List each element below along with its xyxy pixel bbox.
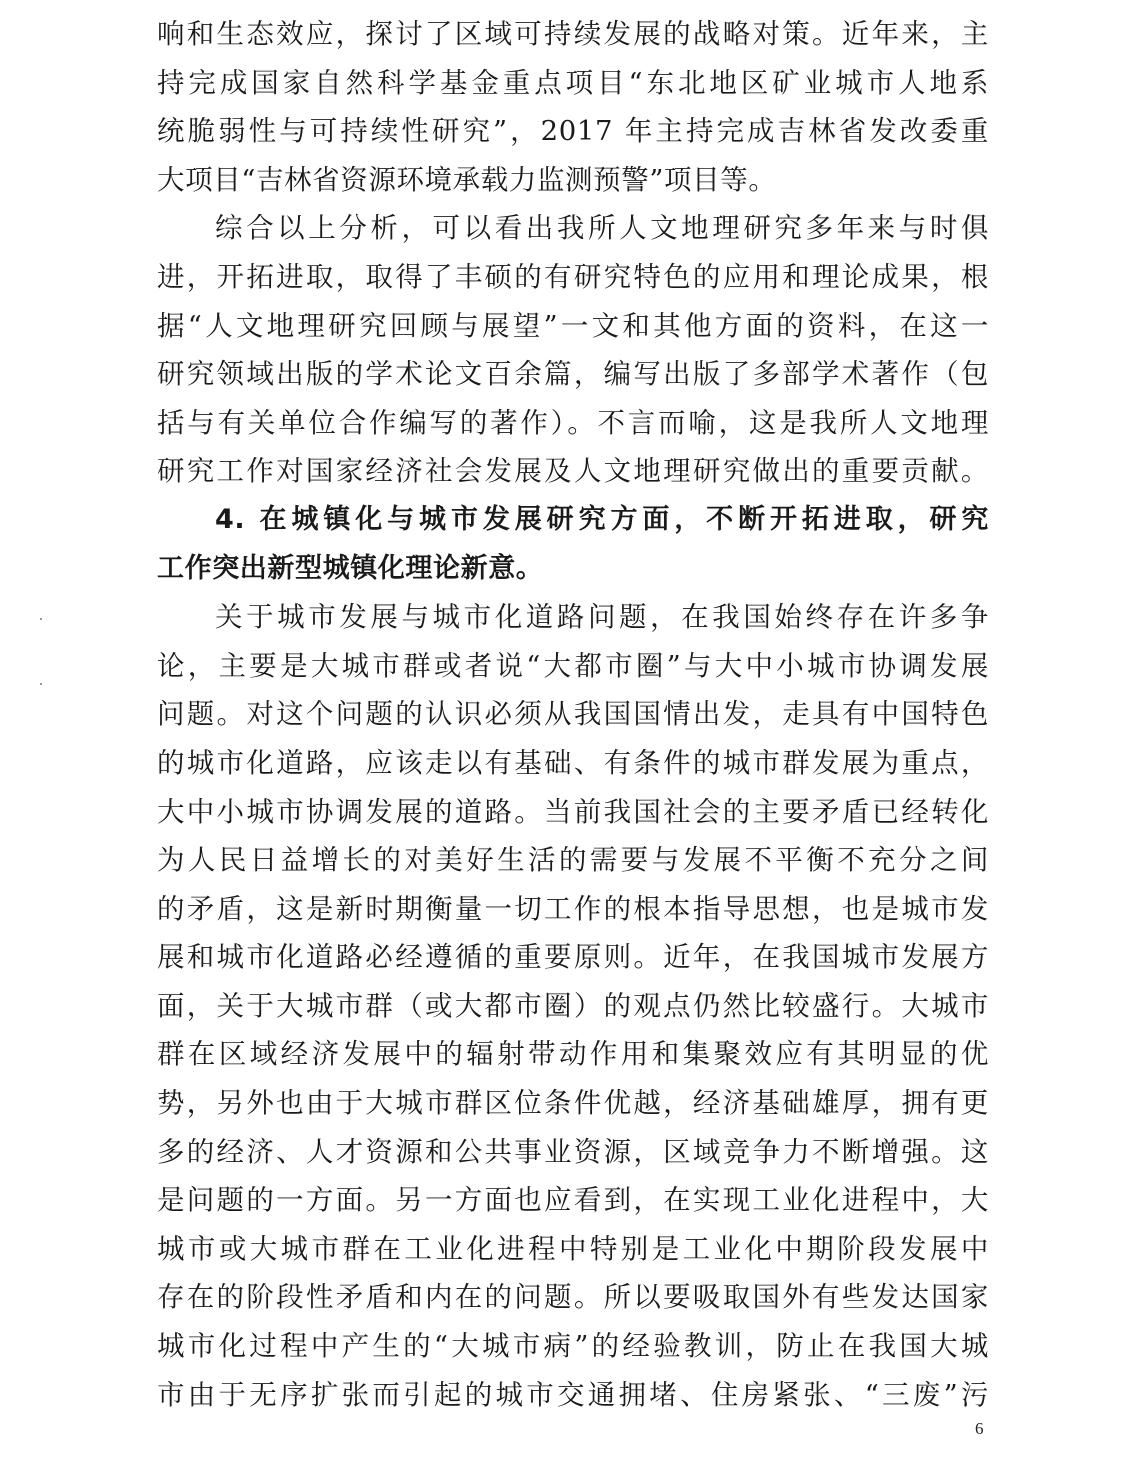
text-line: 为人民日益增长的对美好生活的需要与发展不平衡不充分之间: [157, 844, 989, 877]
text-line: 面，关于大城市群（或大都市圈）的观点仍然比较盛行。大城市: [157, 989, 989, 1022]
document-body: [157, 10, 989, 1410]
text-line: 研究工作对国家经济社会发展及人文地理研究做出的重要贡献。: [157, 455, 989, 488]
text-line: 的矛盾，这是新时期衡量一切工作的根本指导思想，也是城市发: [157, 892, 989, 925]
text-line: 市由于无序扩张而引起的城市交通拥堵、住房紧张、“三废”污: [157, 1378, 989, 1411]
section-heading: 4. 在城镇化与城市发展研究方面，不断开拓进取，研究: [215, 503, 989, 535]
text-line: 持完成国家自然科学基金重点项目“东北地区矿业城市人地系: [157, 66, 989, 99]
text-line: 群在区域经济发展中的辐射带动作用和集聚效应有其明显的优: [157, 1038, 989, 1071]
text-line: 论，主要是大城市群或者说“大都市圈”与大中小城市协调发展: [157, 649, 989, 682]
paragraph-start-line: 综合以上分析，可以看出我所人文地理研究多年来与时俱: [215, 212, 989, 245]
paragraph-start-line: 关于城市发展与城市化道路问题，在我国始终存在许多争: [215, 601, 989, 634]
text-line: 的城市化道路，应该走以有基础、有条件的城市群发展为重点，: [157, 746, 989, 779]
text-line: 存在的阶段性矛盾和内在的问题。所以要吸取国外有些发达国家: [157, 1281, 989, 1314]
text-line: 据“人文地理研究回顾与展望”一文和其他方面的资料，在这一: [157, 309, 989, 342]
scan-speck: [40, 618, 42, 620]
page-number: 6: [975, 1419, 984, 1438]
text-line: 大中小城市协调发展的道路。当前我国社会的主要矛盾已经转化: [157, 795, 989, 828]
text-line: 城市或大城市群在工业化进程中特别是工业化中期阶段发展中: [157, 1232, 989, 1265]
text-line: 大项目“吉林省资源环境承载力监测预警”项目等。: [157, 163, 777, 196]
text-line: 统脆弱性与可持续性研究”，2017 年主持完成吉林省发改委重: [157, 115, 989, 148]
section-heading-continued: 工作突出新型城镇化理论新意。: [157, 552, 544, 584]
text-line: 展和城市化道路必经遵循的重要原则。近年，在我国城市发展方: [157, 941, 989, 974]
text-line: 研究领域出版的学术论文百余篇，编写出版了多部学术著作（包: [157, 358, 989, 391]
text-line: 问题。对这个问题的认识必须从我国国情出发，走具有中国特色: [157, 698, 989, 731]
text-line: 势，另外也由于大城市群区位条件优越，经济基础雄厚，拥有更: [157, 1087, 989, 1120]
text-line: 响和生态效应，探讨了区域可持续发展的战略对策。近年来，主: [157, 18, 989, 50]
text-line: 多的经济、人才资源和公共事业资源，区域竞争力不断增强。这: [157, 1135, 989, 1168]
text-line: 城市化过程中产生的“大城市病”的经验教训，防止在我国大城: [157, 1330, 989, 1363]
text-line: 是问题的一方面。另一方面也应看到，在实现工业化进程中，大: [157, 1184, 989, 1217]
scan-speck: [40, 683, 42, 685]
text-line: 进，开拓进取，取得了丰硕的有研究特色的应用和理论成果，根: [157, 260, 989, 293]
text-line: 括与有关单位合作编写的著作）。不言而喻，这是我所人文地理: [157, 406, 989, 439]
